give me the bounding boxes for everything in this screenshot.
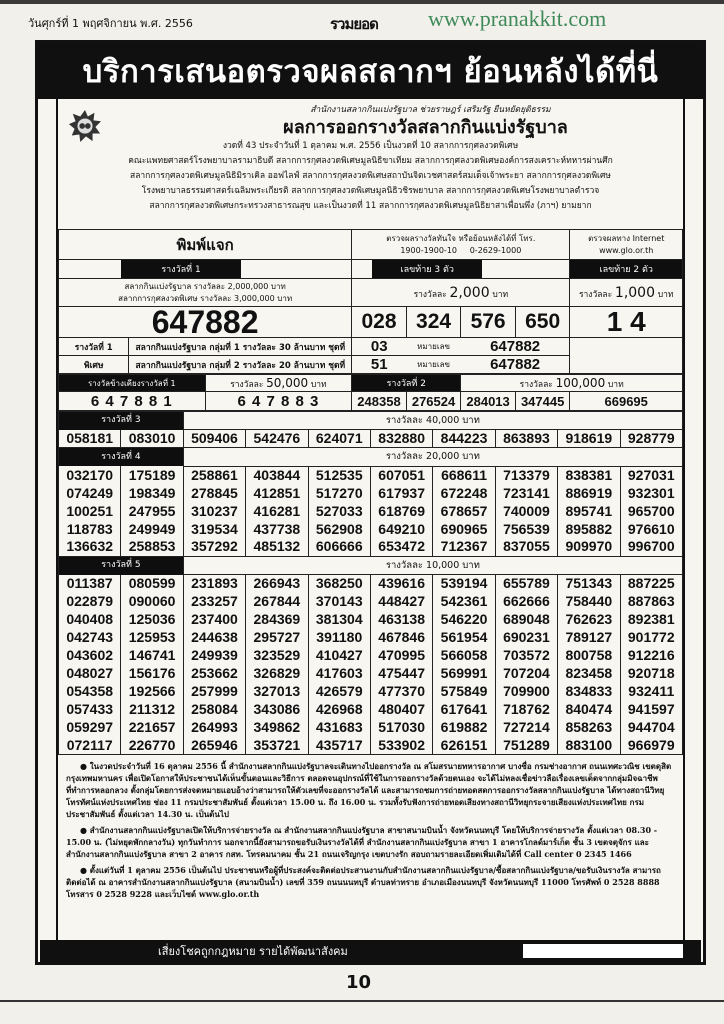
- prize5-number: 231893: [183, 575, 245, 593]
- prize4-number: 756539: [495, 520, 557, 538]
- near1-number: 6 4 7 8 8 3: [205, 392, 352, 411]
- prize5-number: 417603: [308, 665, 370, 683]
- prize5-number: 054358: [59, 683, 121, 701]
- prize5-number: 655789: [495, 575, 557, 593]
- announcements: [58, 755, 683, 900]
- prize5-number: 326829: [246, 665, 308, 683]
- prize4-number: 653472: [370, 538, 432, 556]
- phone-label: ตรวจผลรางวัลทันใจ หรือย้อนหลังได้ที่ โทร.: [386, 233, 536, 243]
- website-watermark: www.pranakkit.com: [428, 6, 607, 31]
- prize5-number: 244638: [183, 629, 245, 647]
- prize4-number: 175189: [121, 466, 183, 484]
- prize3-row: [59, 430, 683, 448]
- internet-info: [570, 230, 683, 260]
- prize5-number: 435717: [308, 737, 370, 755]
- prize4-number: 258853: [121, 538, 183, 556]
- prize3-number: 844223: [433, 430, 495, 448]
- prize5-number: 762623: [558, 611, 620, 629]
- prize4-number: 118783: [59, 520, 121, 538]
- prize5-number: 883100: [558, 737, 620, 755]
- prize5-number: 470995: [370, 647, 432, 665]
- prize4-number: 403844: [246, 466, 308, 484]
- prize5-row: [59, 593, 683, 611]
- prize5-number: 439616: [370, 575, 432, 593]
- last3-number: 324: [406, 307, 461, 338]
- prize3-number: 832880: [370, 430, 432, 448]
- last2-label: เลขท้าย 2 ตัว: [570, 260, 683, 279]
- prize5-number: 156176: [121, 665, 183, 683]
- prize5-number: 090060: [121, 593, 183, 611]
- prize5-number: 566058: [433, 647, 495, 665]
- last3-number: 650: [515, 307, 570, 338]
- prize1-line-2: สลากการกุศลงวดพิเศษ รางวัลละ 3,000,000 บาท: [118, 293, 293, 303]
- announcement: ● สำนักงานสลากกินแบ่งรัฐบาลเปิดให้บริการจ่ายรางวัล ณ สำนักงานสลากกินแบ่งรัฐบาล สาขาสนามบินน้ำ จังหวัดนนทบุรี โดยให้บริการจ่ายรางวัล ตั้งแต่เวลา 08.30 - 15.00 น. (ไม่หยุดพักกลางวัน) ทุกวันทำการ นอกจากนี้ยังสามารถขอรับเงินรางวัลได้ที่ สำนักงานสลากกินแบ่งรัฐบาล สาขา 1 อาคารโกลด์มาร์เก็ต ชั้น 3 เขตจตุจักร และสำนักงานสลากกินแบ่งรัฐบาล สาขา 2 อาคาร กสท. โทรคมนาคม ชั้น 21 ถนนเจริญกรุง เขตบางรัก สอบถามรายละเอียดเพิ่มเติมได้ที่ Call center 0 2345 1466: [66, 825, 658, 859]
- prize5-number: 542361: [433, 593, 495, 611]
- prize4-number: 247955: [121, 502, 183, 520]
- last3-number: 028: [352, 307, 407, 338]
- prize4-number: 838381: [558, 466, 620, 484]
- prize4-number: 437738: [246, 520, 308, 538]
- prize5-number: 323529: [246, 647, 308, 665]
- banner-title: บริการเสนอตรวจผลสลากฯ ย้อนหลังได้ที่นี่: [38, 43, 703, 99]
- prize5-number: 370143: [308, 593, 370, 611]
- last2-amount: รางวัลละ 1,000 บาท: [570, 279, 683, 307]
- prize5-number: 751343: [558, 575, 620, 593]
- prize5-number: 546220: [433, 611, 495, 629]
- prize4-number: 895741: [558, 502, 620, 520]
- phone-info: [352, 230, 570, 260]
- prize5-number: 689048: [495, 611, 557, 629]
- prize5-number: 192566: [121, 683, 183, 701]
- prize5-number: 146741: [121, 647, 183, 665]
- prize5-number: 887225: [620, 575, 682, 593]
- prize5-row: [59, 683, 683, 701]
- prize1-number: 647882: [59, 307, 352, 338]
- prize5-number: 569991: [433, 665, 495, 683]
- special-set: 51: [352, 356, 407, 374]
- prize5-number: 892381: [620, 611, 682, 629]
- prize4-number: 517270: [308, 484, 370, 502]
- prize5-number: 253662: [183, 665, 245, 683]
- office-motto: สำนักงานสลากกินแบ่งรัฐบาล ช่วยราษฎร์ เสริมรัฐ ยืนหยัดยุติธรรม: [310, 105, 551, 115]
- newspaper-logo: รวมยอด: [330, 15, 378, 33]
- prize4-number: 562908: [308, 520, 370, 538]
- prize4-number: 672248: [433, 484, 495, 502]
- prize5-number: 448427: [370, 593, 432, 611]
- prize5-number: 690231: [495, 629, 557, 647]
- prize4-row: [59, 484, 683, 502]
- prize5-number: 125036: [121, 611, 183, 629]
- prize5-number: 619882: [433, 719, 495, 737]
- prize5-row: [59, 575, 683, 593]
- prize5-number: 840474: [558, 701, 620, 719]
- prize2-amount: รางวัลละ 100,000 บาท: [461, 375, 683, 392]
- prize4-table: [58, 448, 683, 557]
- top-strip: [0, 0, 724, 4]
- header-line: คณะแพทยศาสตร์โรงพยาบาลรามาธิบดี สลากการกุศลงวดพิเศษมูลนิธิขาเทียม สลากการกุศลงวดพิเศษองค์การสงเคราะห์ทหารผ่านศึก: [128, 156, 613, 166]
- prize5-number: 475447: [370, 665, 432, 683]
- prize5-row: [59, 737, 683, 755]
- phone-numbers: 1900-1900-10 0-2629-1000: [400, 245, 522, 255]
- prize5-number: 539194: [433, 575, 495, 593]
- prize5-number: 789127: [558, 629, 620, 647]
- prize5-number: 080599: [121, 575, 183, 593]
- page-number: 10: [346, 972, 372, 993]
- last3-label: เลขท้าย 3 ตัว: [372, 260, 482, 278]
- prize4-number: 606666: [308, 538, 370, 556]
- footer-blank-box: [523, 944, 683, 958]
- prize2-number: 248358: [352, 392, 407, 411]
- prize5-row: [59, 719, 683, 737]
- prize4-amount: รางวัลละ 20,000 บาท: [183, 448, 682, 466]
- prize5-number: 233257: [183, 593, 245, 611]
- prize2-label: รางวัลที่ 2: [352, 375, 461, 392]
- prize5-number: 834833: [558, 683, 620, 701]
- prize2-number: 284013: [461, 392, 516, 411]
- prize1-label: รางวัลที่ 1: [121, 260, 241, 278]
- prize5-number: 381304: [308, 611, 370, 629]
- results-title: ผลการออกรางวัลสลากกินแบ่งรัฐบาล: [283, 117, 568, 138]
- prize4-number: 136632: [59, 538, 121, 556]
- lottery-results-frame: [35, 40, 706, 965]
- footer-slogan: เสี่ยงโชคถูกกฎหมาย รายได้พัฒนาสังคม: [158, 945, 348, 958]
- prize3-number: 624071: [308, 430, 370, 448]
- prize4-number: 932301: [620, 484, 682, 502]
- special-number: 647882: [461, 338, 570, 356]
- print-label: พิมพ์แจก: [59, 230, 352, 260]
- prize5-number: 022879: [59, 593, 121, 611]
- prize5-number: 703572: [495, 647, 557, 665]
- prize4-number: 927031: [620, 466, 682, 484]
- issue-date: วันศุกร์ที่ 1 พฤศจิกายน พ.ศ. 2556: [28, 17, 193, 30]
- header-line: โรงพยาบาลธรรมศาสตร์เฉลิมพระเกียรติ สลากการกุศลงวดพิเศษมูลนิธิวชิรพยาบาล สลากการกุศลงวดพิเศษโรงพยาบาลตำรวจ: [141, 186, 600, 196]
- prize4-number: 886919: [558, 484, 620, 502]
- prize4-number: 617937: [370, 484, 432, 502]
- prize5-row: [59, 611, 683, 629]
- prize4-number: 668611: [433, 466, 495, 484]
- prize5-number: 941597: [620, 701, 682, 719]
- prize5-number: 072117: [59, 737, 121, 755]
- announcement: ● ในงวดประจำวันที่ 16 ตุลาคม 2556 นี้ สำนักงานสลากกินแบ่งรัฐบาลจะเดินทางไปออกรางวัล ณ สโมสรนายทหารอากาศ บางซื่อ กรมช่างอากาศ ถนนเทศะวณิช เขตดุสิต กรุงเทพมหานคร เพื่อเปิดโอกาสให้ประชาชนได้เห็นขั้นตอนและวิธีการ ตลอดจนอุปกรณ์ที่ใช้ในการออกรางวัลด้วยตนเอง จะได้ไม่หลงเชื่อข่าวลือเรื่องเลขเด็ดจากกลุ่มมิจฉาชีพ ที่ทำการหลอกลวง ตั้งกลุ่มโดยการส่งจดหมายแอบอ้างว่าสามารถให้ตัวเลขที่จะออกรางวัลได้ และสามารถชมการถ่ายทอดสดการออกรางวัลสลากกินแบ่งรัฐบาล ได้ทางสถานีวิทยุโทรทัศน์แห่งประเทศไทย ช่อง 11 กรมประชาสัมพันธ์ ตั้งแต่เวลา 15.00 น. ถึง 16.00 น. รวมทั้งรับฟังการถ่ายทอดเสียงทางสถานีวิทยุกระจายเสียงแห่งประเทศไทย กรมประชาสัมพันธ์ ตั้งแต่เวลา 14.30 น. เป็นต้นไป: [66, 761, 672, 819]
- prize4-number: 740009: [495, 502, 557, 520]
- prize3-table: [58, 411, 683, 448]
- prize4-number: 837055: [495, 538, 557, 556]
- announcement: ● ตั้งแต่วันที่ 1 ตุลาคม 2556 เป็นต้นไป ประชาชนหรือผู้ที่ประสงค์จะติดต่อประสานงานกับสำนักงานสลากกินแบ่งรัฐบาล/ซื้อสลากกินแบ่งรัฐบาล/ขอรับเงินรางวัล สามารถติดต่อได้ ณ อาคารสำนักงานสลากกินแบ่งรัฐบาล (สนามบินน้ำ) เลขที่ 359 ถนนนนทบุรี ตำบลท่าทราย อำเภอเมืองนนทบุรี จังหวัดนนทบุรี 11000 โทรศัพท์ 0 2528 8888 โทรสาร 0 2528 9228 และเว็บไซต์ www.glo.or.th: [66, 865, 661, 899]
- prize3-number: 928779: [620, 430, 682, 448]
- prize3-number: 083010: [121, 430, 183, 448]
- prize5-number: 226770: [121, 737, 183, 755]
- prize5-number: 125953: [121, 629, 183, 647]
- prize5-number: 249939: [183, 647, 245, 665]
- prize5-number: 426968: [308, 701, 370, 719]
- prize5-number: 467846: [370, 629, 432, 647]
- prize2-number: 347445: [515, 392, 570, 411]
- prize4-number: 678657: [433, 502, 495, 520]
- prize3-label: รางวัลที่ 3: [59, 412, 184, 430]
- prize4-number: 249949: [121, 520, 183, 538]
- prize4-number: 723141: [495, 484, 557, 502]
- prize2-number: 276524: [406, 392, 461, 411]
- prize4-number: 319534: [183, 520, 245, 538]
- prize4-row: [59, 502, 683, 520]
- prize5-number: 617641: [433, 701, 495, 719]
- prize5-number: 533902: [370, 737, 432, 755]
- prize4-number: 649210: [370, 520, 432, 538]
- prize2-number: 669695: [570, 392, 683, 411]
- prize5-number: 284369: [246, 611, 308, 629]
- header-line: งวดที่ 43 ประจำวันที่ 1 ตุลาคม พ.ศ. 2556 เป็นงวดที่ 10 สลากการกุศลงวดพิเศษ: [222, 141, 519, 151]
- prize4-number: 278845: [183, 484, 245, 502]
- prize4-number: 527033: [308, 502, 370, 520]
- prize5-table: [58, 557, 683, 756]
- last3-number: 576: [461, 307, 516, 338]
- prize4-number: 618769: [370, 502, 432, 520]
- prize3-number: 542476: [246, 430, 308, 448]
- prize5-number: 517030: [370, 719, 432, 737]
- prize4-number: 607051: [370, 466, 432, 484]
- prize5-number: 662666: [495, 593, 557, 611]
- prize5-number: 932411: [620, 683, 682, 701]
- prize4-row: [59, 520, 683, 538]
- prize4-number: 690965: [433, 520, 495, 538]
- prize5-number: 901772: [620, 629, 682, 647]
- prize5-number: 267844: [246, 593, 308, 611]
- prize5-number: 368250: [308, 575, 370, 593]
- prize3-number: 863893: [495, 430, 557, 448]
- prize5-number: 059297: [59, 719, 121, 737]
- prize4-number: 713379: [495, 466, 557, 484]
- prize5-number: 042743: [59, 629, 121, 647]
- prize4-number: 310237: [183, 502, 245, 520]
- prize3-number: 509406: [183, 430, 245, 448]
- special-label-1: รางวัลที่ 1: [59, 338, 129, 356]
- prize4-number: 485132: [246, 538, 308, 556]
- prize4-number: 074249: [59, 484, 121, 502]
- special-num-label: หมายเลข: [406, 338, 461, 356]
- bottom-rule: [0, 1000, 724, 1002]
- prize5-number: 257999: [183, 683, 245, 701]
- prize4-number: 032170: [59, 466, 121, 484]
- internet-label: ตรวจผลทาง Internet: [588, 233, 665, 243]
- prize5-number: 057433: [59, 701, 121, 719]
- prize4-number: 996700: [620, 538, 682, 556]
- prize5-row: [59, 629, 683, 647]
- near1-label: รางวัลข้างเคียงรางวัลที่ 1: [59, 375, 206, 392]
- prize5-number: 048027: [59, 665, 121, 683]
- prize5-number: 353721: [246, 737, 308, 755]
- prize5-number: 343086: [246, 701, 308, 719]
- prize5-number: 349862: [246, 719, 308, 737]
- prize4-number: 100251: [59, 502, 121, 520]
- prize5-number: 265946: [183, 737, 245, 755]
- prize5-number: 221657: [121, 719, 183, 737]
- last3-amount: รางวัลละ 2,000 บาท: [352, 279, 570, 307]
- prize5-number: 561954: [433, 629, 495, 647]
- prize5-number: 707204: [495, 665, 557, 683]
- prize3-amount: รางวัลละ 40,000 บาท: [183, 412, 682, 430]
- prize5-number: 800758: [558, 647, 620, 665]
- prize4-number: 416281: [246, 502, 308, 520]
- prize4-number: 712367: [433, 538, 495, 556]
- prize4-number: 357292: [183, 538, 245, 556]
- prize5-number: 480407: [370, 701, 432, 719]
- prize4-label: รางวัลที่ 4: [59, 448, 184, 466]
- prize4-number: 909970: [558, 538, 620, 556]
- prize5-number: 751289: [495, 737, 557, 755]
- prize4-number: 976610: [620, 520, 682, 538]
- prize5-number: 477370: [370, 683, 432, 701]
- prize5-number: 237400: [183, 611, 245, 629]
- prize5-number: 626151: [433, 737, 495, 755]
- prize5-row: [59, 701, 683, 719]
- prize5-number: 211312: [121, 701, 183, 719]
- prize5-number: 887863: [620, 593, 682, 611]
- near1-number: 6 4 7 8 8 1: [59, 392, 206, 411]
- results-header: [58, 99, 683, 229]
- prize5-number: 912216: [620, 647, 682, 665]
- prize5-number: 944704: [620, 719, 682, 737]
- prize4-number: 895882: [558, 520, 620, 538]
- prize5-number: 011387: [59, 575, 121, 593]
- header-line: สลากการกุศลงวดพิเศษกระทรวงสาธารณสุข และเป็นงวดที่ 11 สลากการกุศลงวดพิเศษมูลนิธิยาสาเพื่อนพึ่ง (ภาฯ) ยามยาก: [149, 201, 592, 211]
- prize5-number: 391180: [308, 629, 370, 647]
- prize5-number: 327013: [246, 683, 308, 701]
- near-and-second-prize-table: [58, 374, 683, 411]
- prize5-number: 431683: [308, 719, 370, 737]
- special-num-label: หมายเลข: [406, 356, 461, 374]
- prize5-number: 258084: [183, 701, 245, 719]
- prize5-number: 966979: [620, 737, 682, 755]
- prize5-number: 040408: [59, 611, 121, 629]
- special-desc: สลากกินแบ่งรัฐบาล กลุ่มที่ 2 รางวัลละ 20 ล้านบาท ชุดที่: [129, 356, 352, 374]
- prize4-number: 512535: [308, 466, 370, 484]
- prize5-amount: รางวัลละ 10,000 บาท: [183, 557, 682, 575]
- prize5-number: 295727: [246, 629, 308, 647]
- results-panel: [56, 99, 685, 962]
- prize5-row: [59, 647, 683, 665]
- prize5-number: 758440: [558, 593, 620, 611]
- last2-number: 1 4: [570, 307, 683, 338]
- prize5-row: [59, 665, 683, 683]
- prize5-number: 043602: [59, 647, 121, 665]
- prize4-number: 412851: [246, 484, 308, 502]
- footer-bar: [40, 940, 701, 962]
- prize5-number: 266943: [246, 575, 308, 593]
- special-desc: สลากกินแบ่งรัฐบาล กลุ่มที่ 1 รางวัลละ 30 ล้านบาท ชุดที่: [129, 338, 352, 356]
- prize5-number: 858263: [558, 719, 620, 737]
- prize1-line-1: สลากกินแบ่งรัฐบาล รางวัลละ 2,000,000 บาท: [124, 281, 286, 291]
- header-line: สลากการกุศลงวดพิเศษมูลนิธิมิราเคิล ออฟไลฟ์ สลากการกุศลงวดพิเศษสถาบันจิตเวชศาสตร์สมเด็จเจ้าพระยา สลากการกุศลงวดพิเศษ: [130, 171, 611, 181]
- prize5-number: 410427: [308, 647, 370, 665]
- prize5-number: 575849: [433, 683, 495, 701]
- prize3-number: 918619: [558, 430, 620, 448]
- prize5-label: รางวัลที่ 5: [59, 557, 184, 575]
- prize5-number: 718762: [495, 701, 557, 719]
- lottery-office-seal-icon: [68, 109, 102, 143]
- prize5-number: 709900: [495, 683, 557, 701]
- prize4-row: [59, 466, 683, 484]
- special-set: 03: [352, 338, 407, 356]
- prize3-number: 058181: [59, 430, 121, 448]
- internet-url[interactable]: www.glo.or.th: [599, 245, 654, 255]
- prize4-number: 258861: [183, 466, 245, 484]
- prize5-number: 823458: [558, 665, 620, 683]
- prize4-row: [59, 538, 683, 556]
- prize5-number: 264993: [183, 719, 245, 737]
- prize4-number: 965700: [620, 502, 682, 520]
- special-number: 647882: [461, 356, 570, 374]
- prize5-number: 920718: [620, 665, 682, 683]
- prize5-number: 727214: [495, 719, 557, 737]
- near1-amount: รางวัลละ 50,000 บาท: [205, 375, 352, 392]
- prize5-number: 463138: [370, 611, 432, 629]
- top-prizes-table: [58, 229, 683, 374]
- prize5-number: 426579: [308, 683, 370, 701]
- special-label-2: พิเศษ: [59, 356, 129, 374]
- prize4-number: 198349: [121, 484, 183, 502]
